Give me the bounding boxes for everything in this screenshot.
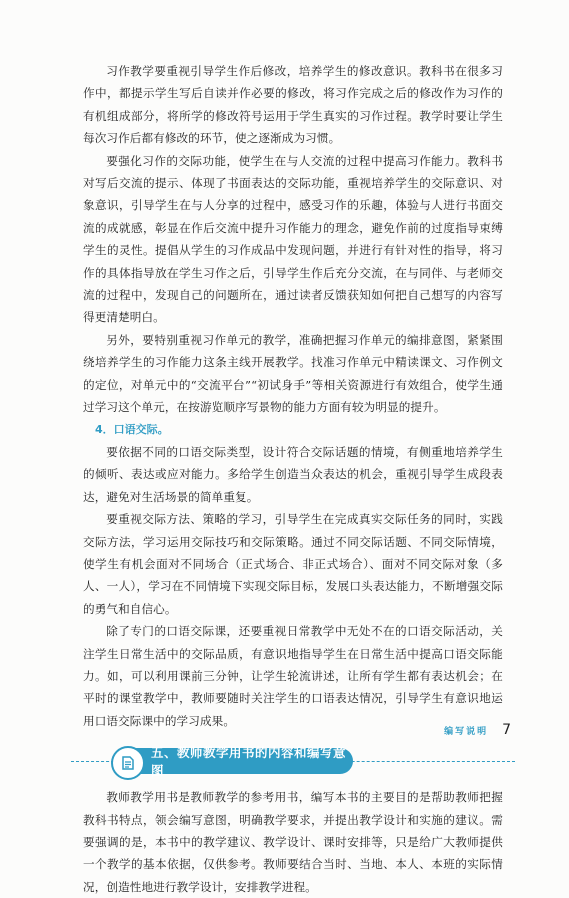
section-header-band: [71, 745, 515, 779]
paragraph-oral-strategy: 要重视交际方法、策略的学习，引导学生在完成真实交际任务的同时，实践交际方法，学习运用交际技巧和交际策略。通过不同交际话题、不同交际情境，使学生有机会面对不同场合（正式场合、非正式场合）、面对不同交际对象（多人、一人），学习在不同情境下实现交际目标，发展口头表达能力，不断增强交际的勇气和自信心。: [83, 512, 503, 616]
paragraph-revision: 习作教学要重视引导学生作后修改，培养学生的修改意识。教科书在很多习作中，都提示学生写后自读并作必要的修改，将习作完成之后的修改作为习作的有机组成部分，将所学的修改符号运用于学生真实的习作过程。教学时要让学生每次习作后都有修改的环节，使之逐渐成为习惯。: [83, 64, 503, 146]
section-title: 五、教师教学用书的内容和编写意图: [151, 745, 347, 779]
section-title-pill: [117, 745, 353, 779]
paragraph-teacher-book: 教师教学用书是教师教学的参考用书，编写本书的主要目的是帮助教师把握教科书特点，领会编写意图，明确教学要求，并提出教学设计和实施的建议。需要强调的是，本书中的教学建议、教学设计、课时安排等，只是给广大教师提供一个教学的基本依据，仅供参考。教师要结合当时、当地、本人、本班的实际情况，创造性地进行教学设计，安排教学进程。: [83, 790, 503, 894]
paragraph-oral-daily: 除了专门的口语交际课，还要重视日常教学中无处不在的口语交际活动，关注学生日常生活中的交际品质，有意识地指导学生在日常生活中提高口语交际能力。如，可以利用课前三分钟，让学生轮流讲述，让所有学生都有表达机会；在平时的课堂教学中，教师要随时关注学生的口语表达情况，引导学生有意识地运用口语交际课中的学习成果。: [83, 624, 503, 728]
page-number: 7: [502, 722, 511, 738]
document-icon: [111, 746, 145, 780]
paragraph-writing-unit: 另外，要特别重视习作单元的教学，准确把握习作单元的编排意图，紧紧围绕培养学生的习作能力这条主线开展教学。找准习作单元中精读课文、习作例文的定位，对单元中的“交流平台”“初试身手”等相关资源进行有效组合，使学生通过学习这个单元，在按游览顺序写景物的能力方面有较为明显的提升。: [83, 332, 503, 415]
paragraph-oral-type: 要依据不同的口语交际类型，设计符合交际话题的情境，有侧重地培养学生的倾听、表达或应对能力。多给学生创造当众表达的机会，重视引导学生成段表达，避免对生活场景的简单重复。: [83, 444, 503, 504]
footer-label: 编写说明: [444, 727, 489, 737]
paragraph-communication: 要强化习作的交际功能，使学生在与人交流的过程中提高习作能力。教科书对写后交流的提示、体现了书面表达的交际功能，重视培养学生的交际意识、对象意识，引导学生在与人分享的过程中，感受习作的乐趣，体验与人进行书面交流的成就感，彰显在作后交流中提升习作能力的理念，避免作前的过度指导束缚学生的灵性。提倡从学生的习作成品中发现问题，并进行有针对性的指导，将习作的具体指导放在学生习作之后，引导学生作后充分交流，在与同伴、与老师交流的过程中，发现自己的问题所在，通过读者反馈获知如何把自己想写的内容写得更清楚明白。: [83, 153, 503, 325]
main-content: [83, 60, 503, 898]
subheading-oral-communication: 4．口语交际。: [95, 422, 169, 436]
page-footer: [444, 722, 511, 738]
